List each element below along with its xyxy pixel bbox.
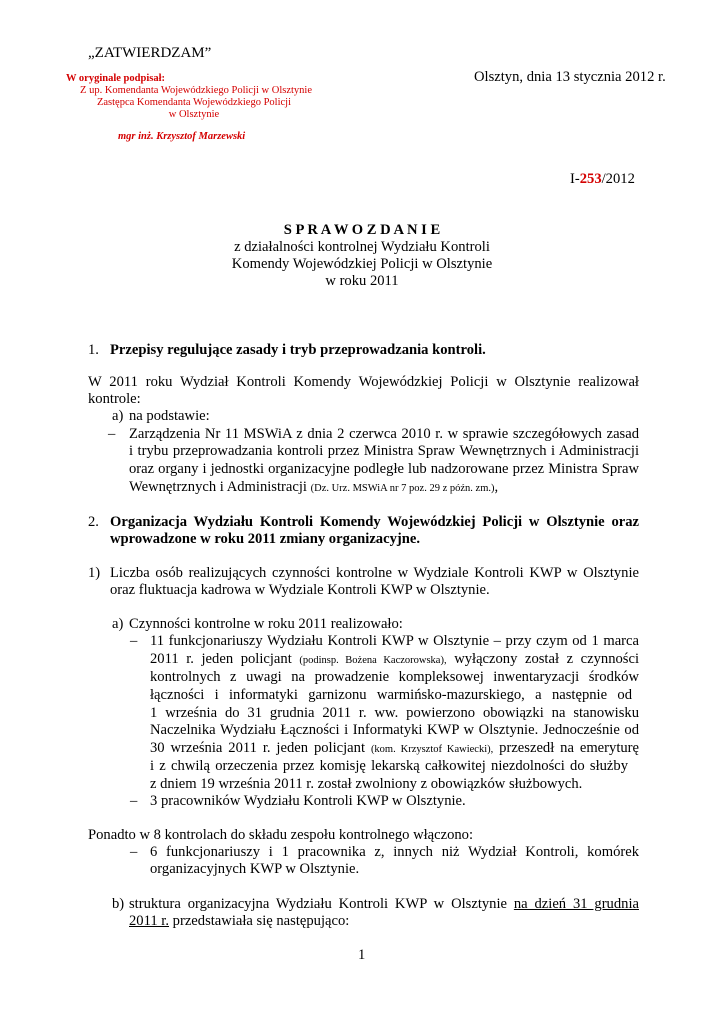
approval-line-3: w Olsztynie — [168, 109, 220, 120]
document-title: S P R A W O Z D A N I E — [283, 222, 441, 238]
approval-signer: mgr inż. Krzysztof Marzewski — [118, 131, 246, 142]
item-1-line-1: Liczba osób realizujących czynności kontrolne w Wydziale Kontroli KWP w Olsztynie — [110, 565, 639, 581]
staff-name-kawiecki: (kom. Krzysztof Kawiecki), — [370, 744, 494, 755]
item-a-text: Czynności kontrolne w roku 2011 realizowało: — [129, 616, 403, 632]
staff-detail-line-3: kontrolnych z uwagi na prowadzenie kompleksowej inwentaryzacji środków — [150, 669, 639, 685]
title-line-1: z działalności kontrolnej Wydziału Kontroli — [234, 239, 490, 255]
item-b-line-2-text: przedstawiała się następująco: — [172, 913, 350, 929]
section-1-a-label: a) — [112, 408, 124, 424]
regulation-line-4 — [129, 478, 498, 498]
regulation-line-2: i trybu przeprowadzania kontroli przez Ministra Spraw Wewnętrznych i Administracji — [129, 443, 639, 459]
approval-heading: „ZATWIERDZAM” — [88, 45, 212, 61]
additional-staff-line-1: 6 funkcjonariuszy i 1 pracownika z, innych niż Wydział Kontroli, komórek — [150, 844, 639, 860]
approval-line-1: Z up. Komendanta Wojewódzkiego Policji w Olsztynie — [80, 85, 312, 96]
item-b-label: b) — [112, 896, 125, 912]
section-2-heading-line-2: wprowadzone w roku 2011 zmiany organizacyjne. — [110, 531, 420, 547]
staff-detail-line-7-b: przeszedł na emeryturę — [499, 740, 640, 756]
regulation-line-4-end: , — [494, 479, 499, 495]
approval-line-2: Zastępca Komendanta Wojewódzkiego Policji — [96, 97, 292, 108]
ref-number: 253 — [579, 171, 602, 187]
item-b-line-2 — [129, 912, 349, 931]
item-b-year-underlined: 2011 r. — [129, 913, 169, 929]
dash-bullet: – — [130, 633, 138, 649]
dash-bullet: – — [108, 426, 116, 442]
section-2-number: 2. — [88, 514, 99, 530]
staff-detail-line-9: z dniem 19 września 2011 r. został zwolniony z obowiązków służbowych. — [150, 776, 583, 792]
item-a-label: a) — [112, 616, 124, 632]
regulation-line-4-text: Wewnętrznych i Administracji — [129, 479, 307, 495]
staff-employees: 3 pracowników Wydziału Kontroli KWP w Olsztynie. — [150, 793, 466, 809]
ref-suffix: /2012 — [601, 171, 635, 187]
title-line-3: w roku 2011 — [325, 273, 399, 289]
additional-staff-line-2: organizacyjnych KWP w Olsztynie. — [150, 861, 360, 877]
original-signed-note: W oryginale podpisał: — [66, 73, 165, 84]
item-1-line-2: oraz fluktuacja kadrowa w Wydziale Kontroli KWP w Olsztynie. — [110, 582, 490, 598]
staff-detail-line-7 — [150, 739, 639, 759]
staff-name-kaczorowska: (podinsp. Bożena Kaczorowska), — [299, 655, 447, 666]
place-date: Olsztyn, dnia 13 stycznia 2012 r. — [474, 69, 666, 85]
staff-detail-line-8: i z chwilą orzeczenia przez komisję lekarską całkowitej niezdolności do służby — [150, 758, 628, 774]
item-1-number: 1) — [88, 565, 101, 581]
staff-detail-line-2-b: wyłączony został z czynności — [454, 651, 640, 667]
staff-detail-line-2-a: 2011 r. jeden policjant — [150, 651, 292, 667]
section-2-heading-line-1: Organizacja Wydziału Kontroli Komendy Wojewódzkiej Policji w Olsztynie oraz — [110, 514, 639, 530]
page-number: 1 — [358, 947, 366, 963]
regulation-citation: (Dz. Urz. MSWiA nr 7 poz. 29 z późn. zm.) — [310, 483, 495, 494]
ref-prefix: I- — [570, 171, 580, 187]
item-b-date-underlined: na dzień 31 grudnia — [513, 896, 639, 912]
section-1-paragraph-line-1: W 2011 roku Wydział Kontroli Komendy Wojewódzkiej Policji w Olsztynie realizował — [88, 374, 639, 390]
staff-detail-line-1: 11 funkcjonariuszy Wydziału Kontroli KWP w Olsztynie – przy czym od 1 marca — [150, 633, 639, 649]
staff-detail-line-7-a: 30 września 2011 r. jeden policjant — [150, 740, 366, 756]
staff-detail-line-4: łączności i informatyki garnizonu warmińsko-mazurskiego, a następnie od — [150, 687, 632, 703]
staff-detail-line-2 — [150, 650, 639, 670]
additional-staff-intro: Ponadto w 8 kontrolach do składu zespołu kontrolnego włączono: — [88, 827, 474, 843]
section-1-number: 1. — [88, 342, 99, 358]
section-1-a-text: na podstawie: — [129, 408, 210, 424]
reference-number — [570, 170, 635, 189]
section-1-heading: Przepisy regulujące zasady i tryb przeprowadzania kontroli. — [110, 342, 486, 358]
staff-detail-line-6: Naczelnika Wydziału Łączności i Informatyki KWP w Olsztynie. Jednocześnie od — [150, 722, 639, 738]
regulation-line-3: oraz organy i jednostki organizacyjne podległe lub nadzorowane przez Ministra Spraw — [129, 461, 639, 477]
dash-bullet: – — [130, 844, 138, 860]
dash-bullet: – — [130, 793, 138, 809]
title-line-2: Komendy Wojewódzkiej Policji w Olsztynie — [231, 256, 493, 272]
section-1-paragraph-line-2: kontrole: — [88, 391, 141, 407]
staff-detail-line-5: 1 września do 31 grudnia 2011 r. ww. powierzono obowiązki na stanowisku — [150, 705, 639, 721]
item-b-line-1-text: struktura organizacyjna Wydziału Kontroli KWP w Olsztynie — [129, 896, 507, 912]
regulation-line-1: Zarządzenia Nr 11 MSWiA z dnia 2 czerwca 2010 r. w sprawie szczegółowych zasad — [129, 426, 639, 442]
